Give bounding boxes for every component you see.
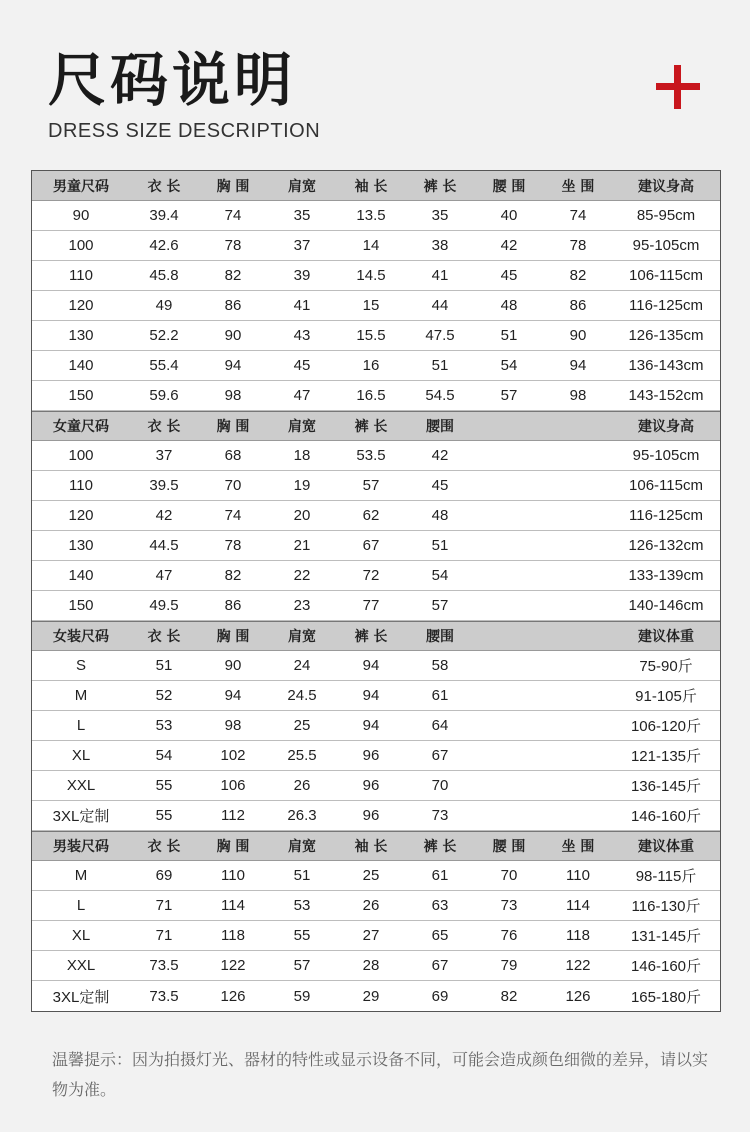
women-cell: 55	[155, 807, 173, 824]
boys-cell: 45.8	[149, 267, 179, 284]
girls-cell: 78	[224, 537, 242, 554]
men-cell: 131-145斤	[630, 928, 702, 945]
men-cell: 71	[155, 897, 173, 914]
women-cell: 106-120斤	[630, 718, 702, 735]
girls-cell: 45	[431, 477, 449, 494]
girls-cell	[474, 561, 544, 590]
men-size-row	[32, 981, 720, 1011]
boys-header-cell: 肩宽	[288, 178, 316, 195]
girls-cell: 95-105cm	[632, 447, 700, 464]
men-cell: 71	[155, 927, 173, 944]
men-header-cell: 裤 长	[423, 839, 457, 855]
men-header-cell: 男装尺码	[53, 839, 109, 855]
note	[52, 1045, 712, 1105]
women-cell: 146-160斤	[630, 808, 702, 825]
men-cell: 59	[293, 987, 311, 1005]
girls-cell: 110	[69, 477, 93, 494]
women-cell: 53	[155, 717, 173, 734]
girls-cell: 68	[224, 447, 242, 464]
women-cell: 75-90斤	[639, 658, 693, 675]
women-cell: 91-105斤	[635, 688, 697, 705]
boys-size-row	[32, 231, 720, 261]
girls-cell: 48	[431, 507, 449, 524]
boys-cell: 85-95cm	[636, 207, 696, 224]
women-cell: 61	[431, 687, 449, 704]
women-cell	[544, 771, 612, 800]
men-cell: 110	[566, 867, 590, 884]
women-cell: 136-145斤	[630, 778, 702, 795]
women-cell: XXL	[66, 777, 96, 794]
men-cell: 79	[500, 957, 518, 974]
girls-cell	[544, 561, 612, 590]
men-cell: 122	[220, 957, 246, 974]
boys-cell: 54	[500, 357, 518, 374]
boys-cell: 98	[569, 387, 587, 404]
girls-cell: 100	[68, 447, 94, 464]
girls-cell: 140	[68, 567, 94, 584]
girls-size-row	[32, 531, 720, 561]
boys-header-cell: 建议身高	[638, 178, 694, 195]
boys-cell: 95-105cm	[632, 237, 700, 254]
men-cell: 61	[431, 867, 449, 884]
boys-cell: 13.5	[356, 207, 386, 224]
girls-cell: 133-139cm	[628, 567, 704, 584]
women-cell: 96	[362, 747, 380, 764]
women-size-row	[32, 651, 720, 681]
girls-cell: 82	[224, 567, 242, 584]
boys-cell: 98	[224, 387, 242, 404]
men-cell: 126	[565, 987, 591, 1005]
girls-cell: 150	[68, 597, 94, 614]
men-cell: 27	[362, 927, 380, 944]
boys-cell: 59.6	[149, 387, 179, 404]
men-size-row	[32, 861, 720, 891]
women-header-cell: 衣 长	[147, 629, 181, 645]
girls-cell	[474, 591, 544, 620]
girls-cell: 39.5	[149, 477, 179, 494]
boys-cell: 86	[569, 297, 587, 314]
girls-cell: 18	[293, 447, 311, 464]
women-cell: 70	[431, 777, 449, 794]
girls-cell: 23	[293, 597, 311, 614]
plus-icon-vertical-bar	[674, 65, 681, 109]
boys-cell: 41	[293, 297, 311, 314]
boys-cell: 126-135cm	[628, 327, 704, 344]
boys-cell: 14	[362, 237, 380, 254]
girls-cell: 20	[293, 507, 311, 524]
men-cell: 70	[500, 867, 518, 884]
girls-cell: 86	[224, 597, 242, 614]
boys-cell: 100	[68, 237, 94, 254]
women-header-cell: 女装尺码	[53, 629, 109, 645]
girls-cell: 106-115cm	[629, 477, 703, 494]
women-cell: 64	[431, 717, 449, 734]
girls-cell: 47	[155, 567, 173, 584]
boys-header-cell: 坐 围	[561, 178, 595, 195]
women-header-cell	[474, 622, 544, 650]
women-header-cell: 肩宽	[288, 629, 316, 645]
men-cell: 165-180斤	[630, 988, 702, 1006]
boys-cell: 82	[224, 267, 242, 284]
girls-size-row	[32, 501, 720, 531]
women-cell: 96	[362, 777, 380, 794]
women-cell: XL	[71, 747, 91, 764]
women-cell: 52	[155, 687, 173, 704]
boys-cell: 82	[569, 267, 587, 284]
boys-header-cell: 裤 长	[423, 178, 457, 195]
girls-cell: 130	[68, 537, 94, 554]
note-text: 因为拍摄灯光、器材的特性或显示设备不同，可能会造成颜色细微的差异，请以实物为准。	[52, 1050, 709, 1099]
girls-cell	[474, 471, 544, 500]
boys-header-cell: 男童尺码	[53, 178, 109, 195]
girls-cell: 116-125cm	[629, 507, 703, 524]
men-cell: 116-130斤	[631, 898, 701, 915]
women-cell: 94	[362, 657, 380, 674]
boys-cell: 15.5	[356, 327, 386, 344]
boys-cell: 130	[68, 327, 94, 344]
boys-cell: 136-143cm	[628, 357, 704, 374]
men-size-row	[32, 891, 720, 921]
women-cell	[544, 801, 612, 830]
men-cell: 65	[431, 927, 449, 944]
girls-cell	[544, 501, 612, 530]
boys-cell: 57	[500, 387, 518, 404]
girls-size-row	[32, 561, 720, 591]
boys-size-row	[32, 321, 720, 351]
women-cell: 26.3	[287, 807, 317, 824]
women-size-row	[32, 771, 720, 801]
boys-cell: 74	[224, 207, 242, 224]
page-subtitle: DRESS SIZE DESCRIPTION	[48, 120, 321, 142]
boys-size-row	[32, 351, 720, 381]
men-cell: 73.5	[149, 957, 179, 974]
women-header-cell	[544, 622, 612, 650]
men-cell: 98-115斤	[635, 868, 697, 885]
boys-cell: 16	[362, 357, 380, 374]
men-header-cell: 腰 围	[492, 839, 526, 855]
boys-cell: 86	[224, 297, 242, 314]
boys-cell: 35	[293, 207, 311, 224]
women-cell: 58	[431, 657, 449, 674]
men-cell: 118	[221, 927, 245, 944]
men-cell: 73.5	[149, 987, 179, 1005]
boys-cell: 42.6	[149, 237, 179, 254]
girls-cell: 54	[431, 567, 449, 584]
girls-header-cell: 裤 长	[354, 419, 388, 435]
women-cell	[544, 711, 612, 740]
boys-cell: 44	[431, 297, 449, 314]
men-cell: 146-160斤	[630, 958, 702, 975]
women-cell: M	[74, 687, 88, 704]
boys-cell: 51	[500, 327, 518, 344]
boys-cell: 140	[68, 357, 94, 374]
women-cell: 121-135斤	[630, 748, 702, 765]
boys-cell: 38	[431, 237, 449, 254]
boys-size-row	[32, 381, 720, 411]
men-cell: L	[76, 897, 86, 914]
men-size-row	[32, 951, 720, 981]
girls-cell	[474, 531, 544, 560]
girls-header-cell	[544, 412, 612, 440]
men-cell: 63	[431, 897, 449, 914]
women-cell: 54	[155, 747, 173, 764]
women-cell: 67	[431, 747, 449, 764]
women-cell	[474, 681, 544, 710]
men-cell: M	[74, 867, 88, 884]
girls-cell: 21	[293, 537, 311, 554]
women-cell: 3XL定制	[52, 808, 110, 825]
men-header-cell: 袖 长	[354, 839, 388, 855]
boys-header-cell: 腰 围	[492, 178, 526, 195]
girls-size-row	[32, 441, 720, 471]
girls-cell	[474, 441, 544, 470]
girls-cell: 67	[362, 537, 380, 554]
girls-cell: 62	[362, 507, 380, 524]
women-cell	[474, 801, 544, 830]
boys-cell: 54.5	[425, 387, 455, 404]
boys-cell: 45	[500, 267, 518, 284]
boys-cell: 14.5	[356, 267, 386, 284]
women-cell	[474, 741, 544, 770]
boys-cell: 43	[293, 327, 311, 344]
page-title: 尺码说明	[48, 46, 297, 114]
boys-cell: 47	[293, 387, 311, 404]
men-header-cell: 建议体重	[638, 839, 694, 855]
girls-cell: 57	[431, 597, 449, 614]
women-cell	[474, 651, 544, 680]
women-cell: 24	[293, 657, 311, 674]
men-cell: 29	[362, 987, 380, 1005]
girls-header-row	[32, 411, 720, 441]
men-cell: 114	[221, 897, 245, 914]
girls-header-cell: 胸 围	[216, 419, 250, 435]
men-cell: 26	[362, 897, 380, 914]
boys-cell: 120	[68, 297, 94, 314]
boys-header-cell: 胸 围	[216, 178, 250, 195]
plus-icon	[656, 65, 700, 109]
girls-cell	[474, 501, 544, 530]
boys-header-row	[32, 171, 720, 201]
men-header-cell: 衣 长	[147, 839, 181, 855]
boys-cell: 78	[569, 237, 587, 254]
women-header-row	[32, 621, 720, 651]
girls-size-row	[32, 591, 720, 621]
women-cell: 102	[220, 747, 246, 764]
boys-header-cell: 袖 长	[354, 178, 388, 195]
girls-cell: 77	[362, 597, 380, 614]
boys-cell: 16.5	[356, 387, 386, 404]
men-cell: 55	[293, 927, 311, 944]
women-size-row	[32, 741, 720, 771]
boys-cell: 15	[362, 297, 380, 314]
boys-cell: 90	[224, 327, 242, 344]
girls-cell	[544, 591, 612, 620]
women-cell: 73	[431, 807, 449, 824]
boys-cell: 35	[431, 207, 449, 224]
women-size-row	[32, 801, 720, 831]
men-cell: 51	[293, 867, 311, 884]
girls-header-cell: 腰围	[426, 419, 454, 435]
men-header-cell: 坐 围	[561, 839, 595, 855]
boys-cell: 94	[224, 357, 242, 374]
women-cell	[474, 771, 544, 800]
boys-cell: 47.5	[425, 327, 455, 344]
women-cell: 26	[293, 777, 311, 794]
women-size-row	[32, 711, 720, 741]
women-cell: S	[75, 657, 86, 674]
women-size-row	[32, 681, 720, 711]
girls-cell	[544, 471, 612, 500]
boys-cell: 49	[155, 297, 173, 314]
men-cell: 114	[566, 897, 590, 914]
size-chart-table	[31, 170, 721, 1012]
note-label: 温馨提示：	[52, 1050, 133, 1069]
women-header-cell: 胸 围	[216, 629, 250, 645]
women-header-cell: 裤 长	[354, 629, 388, 645]
boys-cell: 39	[293, 267, 311, 284]
men-cell: 28	[362, 957, 380, 974]
girls-header-cell: 肩宽	[288, 419, 316, 435]
boys-cell: 110	[69, 267, 93, 284]
boys-cell: 55.4	[149, 357, 179, 374]
boys-size-row	[32, 291, 720, 321]
boys-cell: 150	[68, 387, 94, 404]
boys-cell: 106-115cm	[629, 267, 703, 284]
boys-cell: 40	[500, 207, 518, 224]
men-cell: 67	[431, 957, 449, 974]
men-cell: 110	[221, 867, 245, 884]
women-cell	[544, 651, 612, 680]
girls-cell: 126-132cm	[628, 537, 704, 554]
men-size-row	[32, 921, 720, 951]
men-cell: 69	[431, 987, 449, 1005]
men-cell: 53	[293, 897, 311, 914]
women-cell	[544, 741, 612, 770]
men-header-row	[32, 831, 720, 861]
girls-cell: 44.5	[149, 537, 179, 554]
girls-cell: 37	[155, 447, 173, 464]
women-cell: 25.5	[287, 747, 317, 764]
men-cell: 25	[362, 867, 380, 884]
boys-cell: 37	[293, 237, 311, 254]
girls-cell: 42	[155, 507, 173, 524]
women-cell: 94	[224, 687, 242, 704]
women-cell: 55	[155, 777, 173, 794]
boys-cell: 45	[293, 357, 311, 374]
women-cell: L	[76, 717, 86, 734]
boys-cell: 42	[500, 237, 518, 254]
men-cell: XXL	[66, 957, 96, 974]
boys-cell: 51	[431, 357, 449, 374]
women-cell: 112	[221, 807, 245, 824]
boys-cell: 94	[569, 357, 587, 374]
men-cell: XL	[71, 927, 91, 944]
girls-cell: 51	[431, 537, 449, 554]
girls-cell: 72	[362, 567, 380, 584]
men-cell: 69	[155, 867, 173, 884]
men-cell: 118	[566, 927, 590, 944]
girls-cell: 57	[362, 477, 380, 494]
women-header-cell: 建议体重	[638, 629, 694, 645]
women-cell	[474, 711, 544, 740]
girls-cell: 19	[293, 477, 311, 494]
girls-header-cell: 建议身高	[638, 419, 694, 435]
women-cell: 96	[362, 807, 380, 824]
title-block	[48, 44, 320, 143]
girls-header-cell: 女童尺码	[53, 419, 109, 435]
girls-header-cell	[474, 412, 544, 440]
women-cell	[544, 681, 612, 710]
girls-cell: 74	[224, 507, 242, 524]
men-cell: 82	[500, 987, 518, 1005]
men-cell: 3XL定制	[52, 988, 110, 1006]
men-cell: 126	[220, 987, 246, 1005]
boys-size-row	[32, 201, 720, 231]
boys-cell: 52.2	[149, 327, 179, 344]
women-cell: 98	[224, 717, 242, 734]
girls-size-row	[32, 471, 720, 501]
women-cell: 94	[362, 717, 380, 734]
girls-header-cell: 衣 长	[147, 419, 181, 435]
girls-cell: 140-146cm	[628, 597, 704, 614]
boys-cell: 41	[431, 267, 449, 284]
girls-cell	[544, 531, 612, 560]
boys-cell: 90	[569, 327, 587, 344]
boys-cell: 116-125cm	[629, 297, 703, 314]
girls-cell: 42	[431, 447, 449, 464]
women-cell: 90	[224, 657, 242, 674]
men-cell: 122	[565, 957, 591, 974]
women-cell: 106	[220, 777, 246, 794]
men-header-cell: 胸 围	[216, 839, 250, 855]
girls-cell: 70	[224, 477, 242, 494]
men-cell: 57	[293, 957, 311, 974]
women-cell: 51	[155, 657, 173, 674]
girls-cell	[544, 441, 612, 470]
boys-cell: 39.4	[149, 207, 179, 224]
boys-size-row	[32, 261, 720, 291]
women-cell: 94	[362, 687, 380, 704]
girls-cell: 22	[293, 567, 311, 584]
boys-cell: 48	[500, 297, 518, 314]
boys-cell: 78	[224, 237, 242, 254]
girls-cell: 49.5	[149, 597, 179, 614]
men-cell: 73	[500, 897, 518, 914]
boys-cell: 143-152cm	[628, 387, 704, 404]
women-header-cell: 腰围	[426, 629, 454, 645]
girls-cell: 53.5	[356, 447, 386, 464]
men-cell: 76	[500, 927, 518, 944]
boys-cell: 90	[72, 207, 90, 224]
girls-cell: 120	[68, 507, 94, 524]
boys-header-cell: 衣 长	[147, 178, 181, 195]
boys-cell: 74	[569, 207, 587, 224]
women-cell: 24.5	[287, 687, 317, 704]
men-header-cell: 肩宽	[288, 839, 316, 855]
women-cell: 25	[293, 717, 311, 734]
